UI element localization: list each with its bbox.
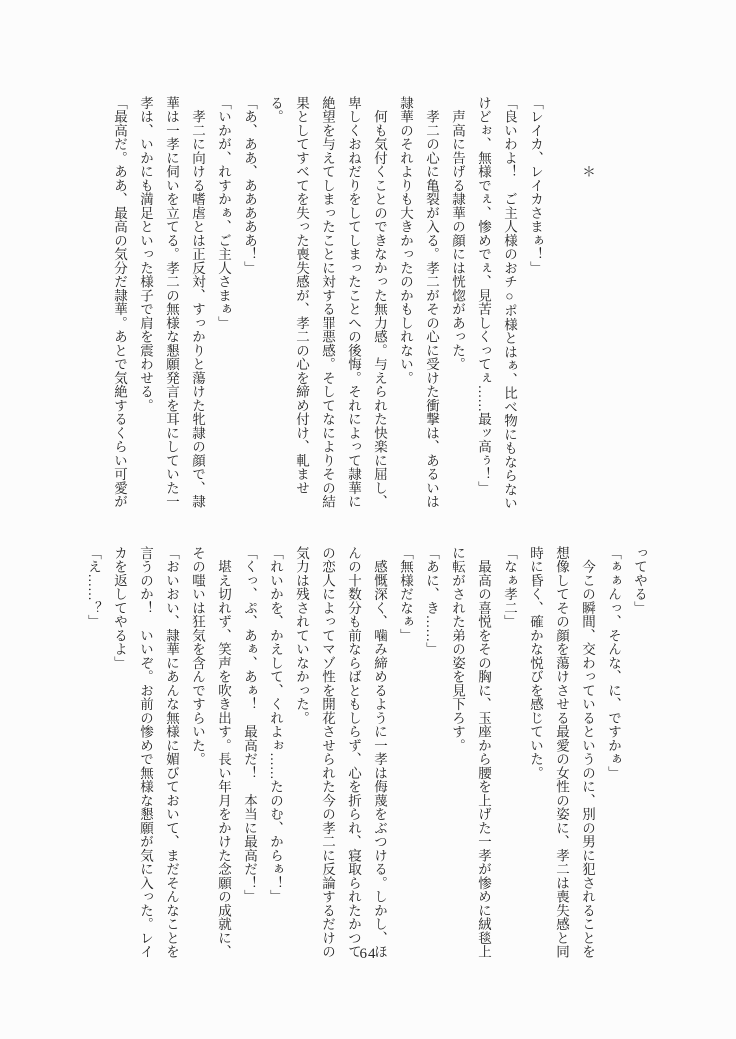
text-column: その嗤いは狂気を含んですらいた。 (190, 546, 205, 766)
text-column (600, 96, 626, 510)
text-column: カを返してやるよ」 (112, 546, 127, 670)
text-column: 想像してその顔を蕩けさせる最愛の女性の姿に、孝二は喪失感と同 (554, 546, 569, 959)
text-column: 言うのか！ いいぞ。お前の惨めで無様な懇願が気に入った。レイ (138, 546, 153, 959)
text-column: ＊ (580, 96, 595, 179)
text-column: 気力は残されていなかった。 (294, 546, 309, 725)
text-column: んの十数分も前ならばともしらず、心を折られ、寝取られたかつて (346, 546, 361, 959)
text-column: 「ぁぁんっ、そんな、に、ですかぁ」 (606, 546, 621, 780)
text-column: 何も気付くことのできなかった無力感。与えられた快楽に屈し、 (372, 96, 387, 509)
text-column: けどぉ、無様でぇ、惨めでぇ、見苦しくってぇ……最ッ高ぅ！」 (476, 96, 491, 495)
text-column (548, 96, 574, 510)
text-column: 絶望を与えてしまったことに対する罪悪感。そしてなによりその結 (320, 96, 335, 509)
text-column: 「レイカ、レイカさまぁ！」 (528, 96, 543, 275)
text-column: 「あ、ああ、あああああ！」 (242, 96, 257, 275)
text-column: る。 (268, 96, 283, 124)
text-column: 華は一孝に伺いを立てる。孝二の無様な懇願発言を耳にしていた一 (164, 96, 179, 509)
text-column: 果としてすべてを失った喪失感が、孝二の心を締め付け、軋ませ (294, 96, 309, 495)
text-column: ってやる」 (632, 546, 647, 615)
text-column: 「最高だ。ああ、最高の気分だ隷華。あとで気絶するくらい可愛が (112, 96, 127, 509)
text-column: 「いかが、れすかぁ、ご主人さまぁ」 (216, 96, 231, 330)
lower-text-block (80, 546, 652, 959)
text-column (626, 96, 652, 510)
text-column: 「おいおい、隷華にあんな無様に媚びておいて、まだそんなことを (164, 546, 179, 959)
text-column: 孝二の心に亀裂が入る。孝二がその心に受けた衝撃は、あるいは (424, 96, 439, 509)
text-column: 「れいかを、かえして、くれよぉ……たのむ、からぁ！」 (268, 546, 283, 904)
text-column: 声高に告げる隷華の顔には恍惚があった。 (450, 96, 465, 371)
upper-text-block (106, 96, 652, 510)
text-column: 最高の喜悦をその胸に、玉座から腰を上げた一孝が惨めに絨毯上 (476, 546, 491, 959)
text-column: 「良いわよ！ ご主人様のおチ○ポ様とはぁ、比べ物にもならない (502, 96, 517, 510)
text-column: 「くっ、ぷ、あぁ、あぁ！ 最高だ！ 本当に最高だ！」 (242, 546, 257, 904)
text-column: 「無様だなぁ」 (398, 546, 413, 643)
text-column: 「え……？」 (86, 546, 101, 629)
text-column: 「あに、き……」 (424, 546, 439, 656)
text-column: に転がされた弟の姿を見下ろす。 (450, 546, 465, 753)
text-column: の恋人によってマゾ性を開花させられた今の孝二に反論するだけの (320, 546, 335, 959)
text-column: 堪え切れず、笑声を吹き出す。長い年月をかけた念願の成就に、 (216, 546, 231, 959)
page-number: 64 (359, 946, 377, 962)
text-column: 卑しくおねだりをしてしまったことへの後悔。それによって隷華に (346, 96, 361, 509)
text-column: 孝二に向ける嗜虐とは正反対、すっかりと蕩けた牝隷の顔で、隷 (190, 96, 205, 509)
text-column: 今この瞬間、交わっているというのに、別の男に犯されることを (580, 546, 595, 959)
text-column: 時に昏く、確かな悦びを感じていた。 (528, 546, 543, 780)
text-column: 「なぁ孝二」 (502, 546, 517, 629)
text-column: 隷華のそれよりも大きかったのかもしれない。 (398, 96, 413, 385)
text-column: 感慨深く、噛み締めるように一孝は侮蔑をぶつける。しかし、ほ (372, 546, 387, 959)
text-column: 孝は、いかにも満足といった様子で肩を震わせる。 (138, 96, 153, 413)
